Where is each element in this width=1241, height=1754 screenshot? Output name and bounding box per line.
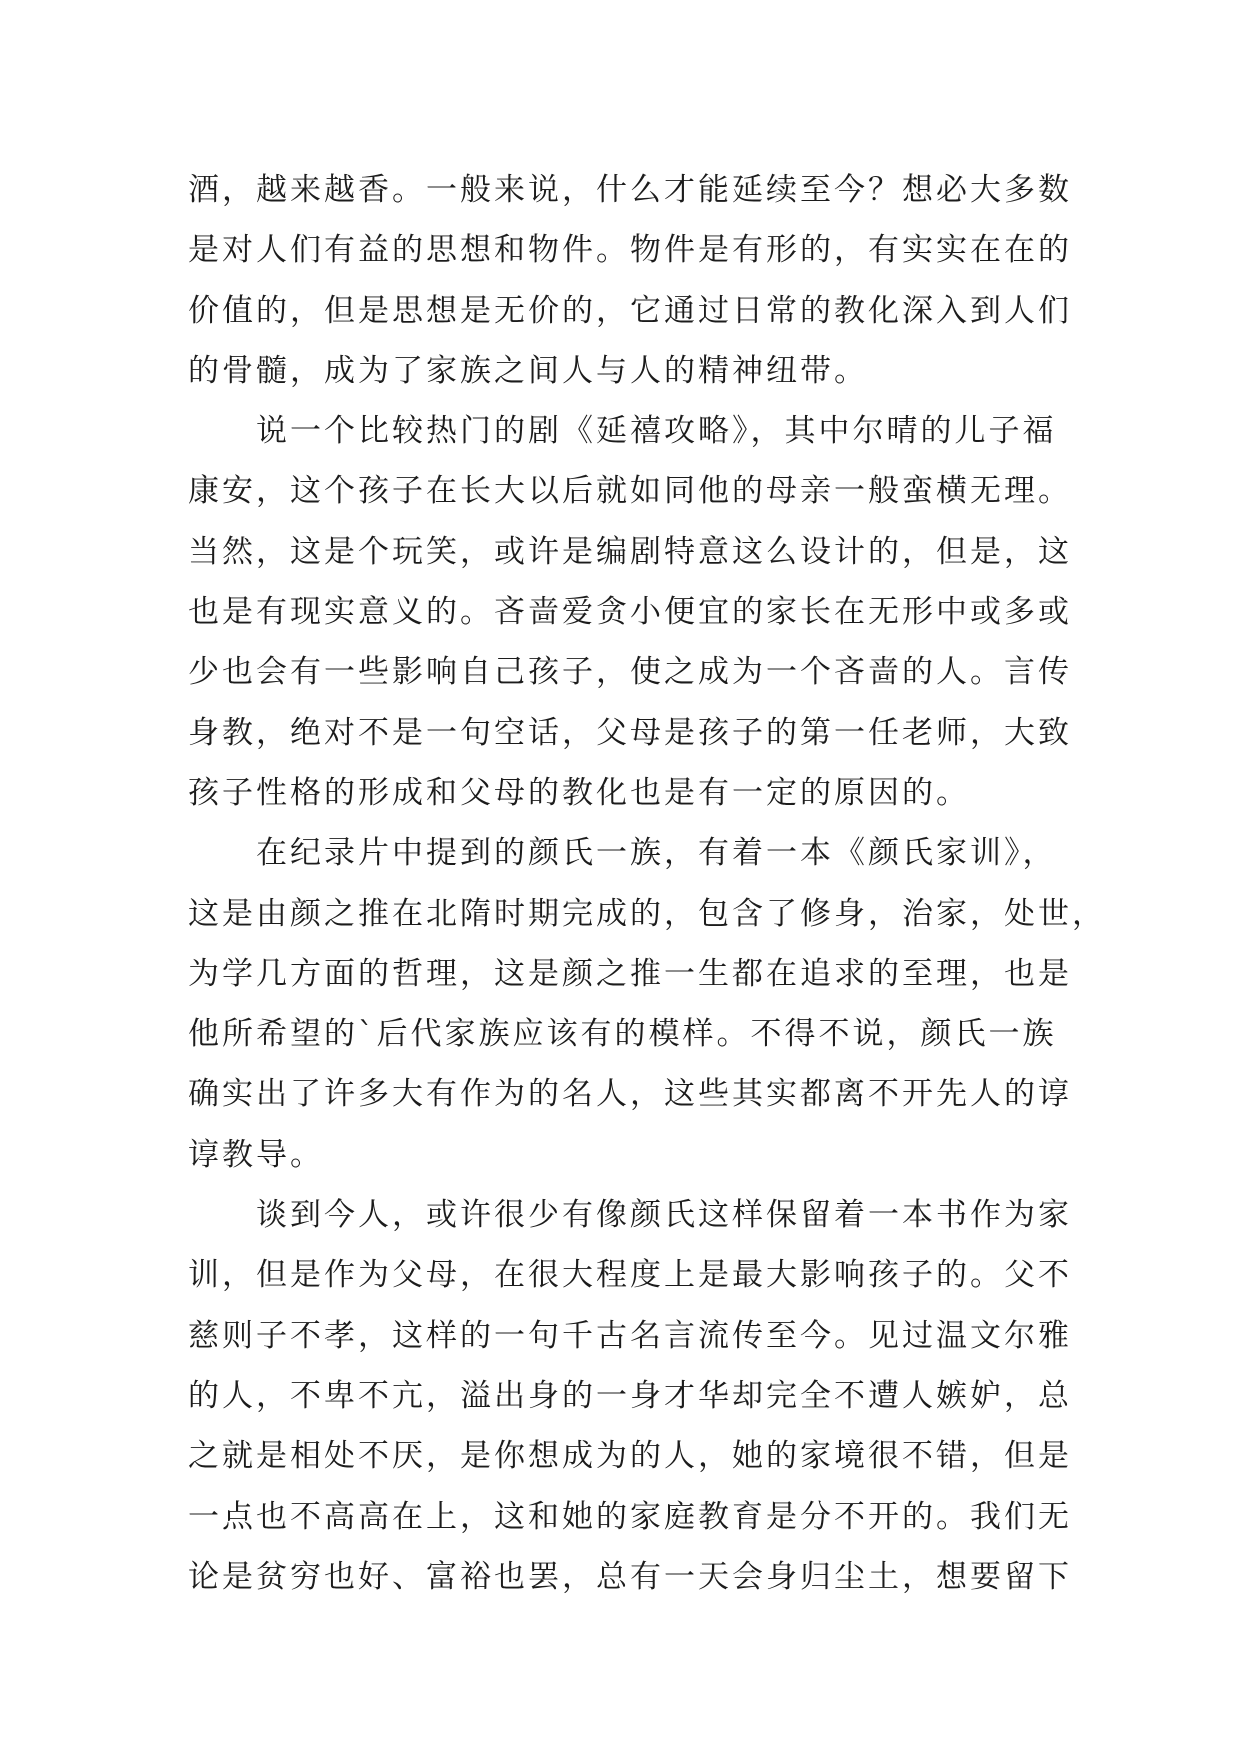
text-line: 慈则子不孝，这样的一句千古名言流传至今。见过温文尔雅 [188, 1317, 1072, 1354]
text-line: 训，但是作为父母，在很大程度上是最大影响孩子的。父不 [188, 1257, 1072, 1294]
text-line: 为学几方面的哲理，这是颜之推一生都在追求的至理，也是 [188, 955, 1072, 992]
text-line: 当然，这是个玩笑，或许是编剧特意这么设计的，但是，这 [188, 533, 1072, 570]
text-line: 一点也不高高在上，这和她的家庭教育是分不开的。我们无 [188, 1498, 1072, 1535]
text-line: 这是由颜之推在北隋时期完成的，包含了修身，治家，处世， [188, 895, 1106, 932]
text-line: 孩子性格的形成和父母的教化也是有一定的原因的。 [188, 774, 970, 811]
text-line: 在纪录片中提到的颜氏一族，有着一本《颜氏家训》， [188, 835, 1057, 872]
text-line: 的骨髓，成为了家族之间人与人的精神纽带。 [188, 352, 868, 389]
text-line: 少也会有一些影响自己孩子，使之成为一个吝啬的人。言传 [188, 654, 1072, 691]
text-line: 谈到今人，或许很少有像颜氏这样保留着一本书作为家 [188, 1197, 1072, 1234]
text-line: 论是贫穷也好、富裕也罢，总有一天会身归尘土，想要留下 [188, 1558, 1072, 1595]
text-line: 康安，这个孩子在长大以后就如同他的母亲一般蛮横无理。 [188, 473, 1072, 510]
text-line: 价值的，但是思想是无价的，它通过日常的教化深入到人们 [188, 292, 1072, 329]
text-line: 的人，不卑不亢，溢出身的一身才华却完全不遭人嫉妒，总 [188, 1377, 1072, 1414]
text-line: 是对人们有益的思想和物件。物件是有形的，有实实在在的 [188, 232, 1072, 269]
text-line: 酒，越来越香。一般来说，什么才能延续至今？想必大多数 [188, 172, 1072, 208]
body-text [188, 160, 1106, 1607]
text-line: 他所希望的`后代家族应该有的模样。不得不说，颜氏一族 [188, 1016, 1057, 1053]
text-line: 说一个比较热门的剧《延禧攻略》，其中尔晴的儿子福 [188, 413, 1057, 450]
text-line: 谆教导。 [188, 1136, 324, 1173]
text-line: 也是有现实意义的。吝啬爱贪小便宜的家长在无形中或多或 [188, 594, 1072, 631]
text-line: 之就是相处不厌，是你想成为的人，她的家境很不错，但是 [188, 1438, 1072, 1475]
text-line: 确实出了许多大有作为的名人，这些其实都离不开先人的谆 [188, 1076, 1072, 1113]
text-line: 身教，绝对不是一句空话，父母是孩子的第一任老师，大致 [188, 714, 1072, 751]
